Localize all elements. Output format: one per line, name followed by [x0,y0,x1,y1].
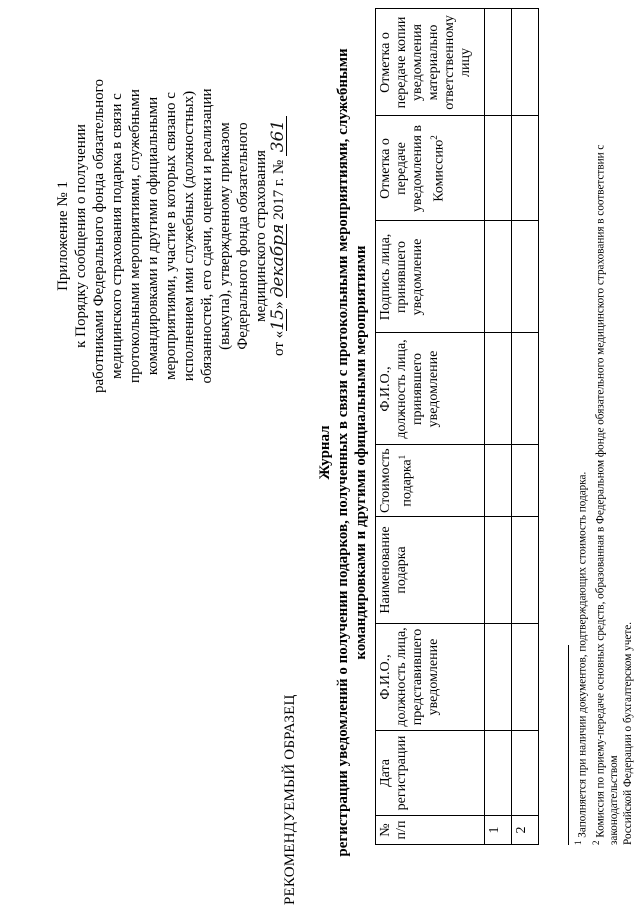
journal-title: Журнал [317,425,333,480]
recommended-sample-label: РЕКОМЕНДУЕМЫЙ ОБРАЗЕЦ [282,694,298,905]
table-cell [485,221,512,333]
footnote-2-continued: Российской Федерации о бухгалтерском учете. [621,621,634,845]
table-cell [512,221,539,333]
table-cell [485,731,512,816]
table-cell [512,445,539,517]
table-cell: 1 [485,816,512,845]
appendix-line: медицинского страхования [253,150,269,322]
column-header: Подпись лица, принявшего уведомление [376,221,485,333]
table-cell [485,333,512,445]
journal-subtitle-line2: командировками и другими официальными мероприятиями [353,245,369,660]
table-cell [512,517,539,624]
table-cell [485,445,512,517]
column-header-text: Стоимость подарка [378,448,415,513]
column-header [376,445,485,517]
table-cell [512,731,539,816]
appendix-line: мероприятиями, участие в которых связано с [163,92,179,380]
table-cell [512,116,539,221]
table-cell [512,9,539,116]
appendix-line: обязанностей, его сдачи, оценки и реализации [199,88,215,384]
footnote-divider [568,645,569,845]
footnote-mark: 1 [573,840,583,845]
table-cell [512,624,539,731]
column-header [376,116,485,221]
table-cell [512,333,539,445]
appendix-number: Приложение № 1 [55,181,71,291]
table-cell [485,517,512,624]
column-header: Дата регистрации [376,731,485,816]
journal-subtitle-line1: регистрации уведомлений о получении подарков, полученных в связи с протокольными мероприятиями, служебными [335,48,351,857]
appendix-line: протокольными мероприятиями, служебными [127,89,143,383]
table-cell [485,116,512,221]
date-year: 2017 г. № [271,159,287,220]
table-cell: 2 [512,816,539,845]
handwritten-day: 15 [268,309,288,331]
date-quote: » [271,301,287,309]
footnote-mark: 2 [591,840,602,845]
appendix-line: исполнением ими служебных (должностных) [181,90,197,382]
order-date-line [270,36,288,436]
column-header: Отметка о передаче копии уведомления материально ответственному лицу [376,9,485,116]
appendix-line: к Порядку сообщения о получении [73,124,89,348]
appendix-line: Федерального фонда обязательного [235,122,251,350]
handwritten-month: декабря [268,223,288,298]
appendix-line: (выкупа), утвержденному приказом [217,122,233,350]
footnote-1 [572,85,590,845]
appendix-line: командировками и другими официальными [145,96,161,376]
table-cell [485,624,512,731]
column-header: Ф.И.О., должность лица, принявшего уведомление [376,333,485,445]
appendix-line: работниками Федерального фонда обязательного [91,79,107,393]
journal-title-block [316,0,370,905]
appendix-line: медицинского страхования подарка в связи с [109,93,125,379]
footnote-text: Заполняется при наличии документов, подтверждающих стоимость подарка. [576,471,589,838]
appendix-block [54,36,288,436]
footnotes [572,85,635,845]
column-header: Ф.И.О., должность лица, представившего уведомление [376,624,485,731]
footnote-text: Комиссия по приему-передаче основных средств, образованная в Федеральном фонде обязательного медицинского страхования в соответствии с законодательством [594,144,621,845]
footnote-ref: 1 [397,454,407,460]
column-header: Наименование подарка [376,517,485,624]
column-header-text: Отметка о передаче уведомления в Комиссию [378,124,447,212]
date-prefix: от « [271,330,287,356]
registration-table [375,8,539,845]
footnote-ref: 2 [429,135,439,140]
footnote-2 [590,85,622,845]
table-cell [485,9,512,116]
table-row [512,9,539,845]
table-header-row [376,9,485,845]
table-row [485,9,512,845]
handwritten-order-number: 361 [270,116,287,156]
column-header: № п/п [376,816,485,845]
